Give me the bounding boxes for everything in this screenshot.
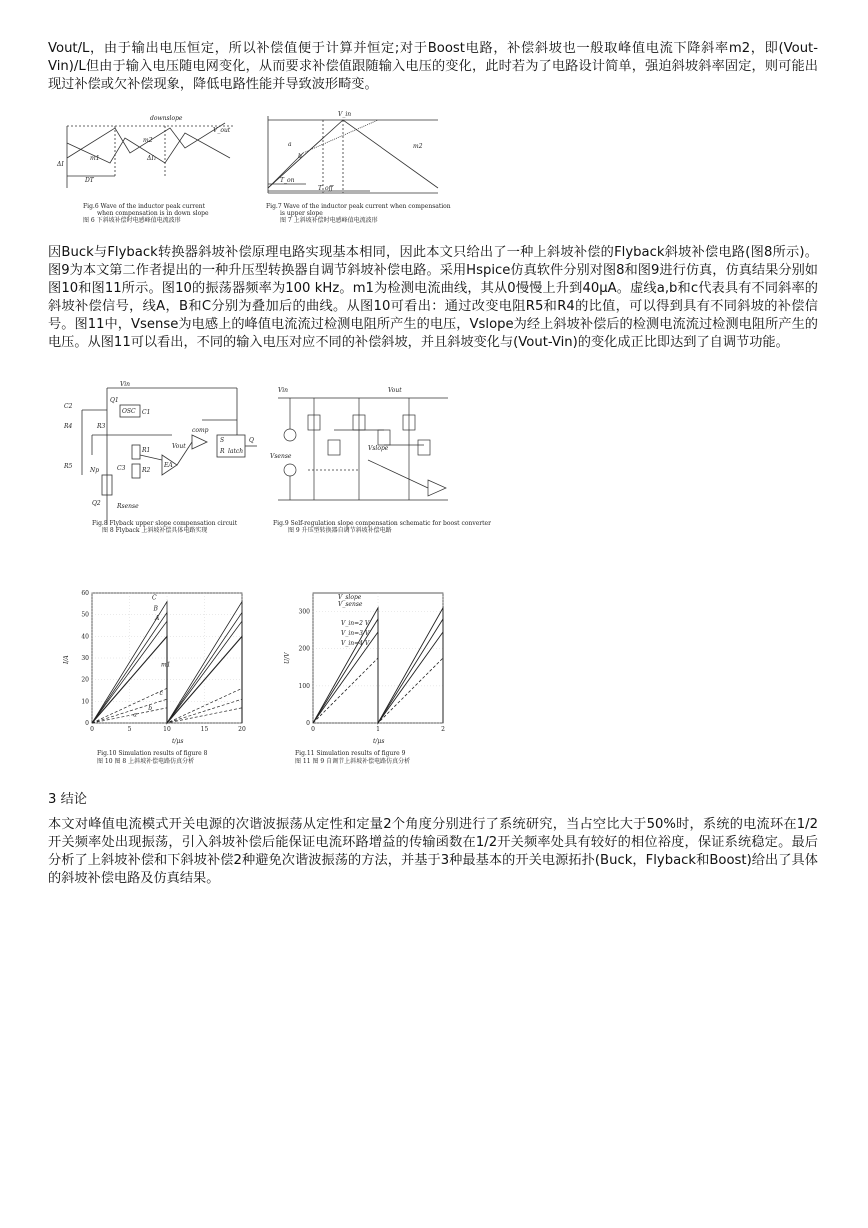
figure-9-svg [268, 380, 491, 540]
fig8-label-q: Q [249, 437, 254, 444]
x-tick-label: 1 [376, 726, 380, 733]
fig10-caption-en: Fig.10 Simulation results of figure 8 [97, 750, 208, 757]
fig8-label-np: Np [90, 467, 100, 474]
fig11-caption-en: Fig.11 Simulation results of figure 9 [295, 750, 406, 757]
y-tick-label: 10 [81, 698, 89, 706]
fig6-label-di1: ΔI₁ [147, 155, 157, 162]
fig11-legend-vslope: V_slope [338, 594, 362, 601]
paragraph-circuit-description: 因Buck与Flyback转换器斜坡补偿原理电路实现基本相同，因此本文只给出了一种上斜坡补偿的Flyback斜坡补偿电路(图8所示)。图9为本文第二作者提出的一种升压型转换器自调节斜坡补偿电路。采用Hspice仿真软件分别对图8和图9进行仿真，仿真结果分别如图10和图11所示。图10的振荡器频率为100 kHz。m1为检测电流曲线，其从0慢慢上升到40μA。虚线a,b和c代表具有不同斜率的斜坡补偿信号，线A，B和C分别为叠加后的曲线。从图10可看出：通过改变电阻R5和R4的比值，可以得到具有不同斜坡的补偿信号。图11中，Vsense为电感上的峰值电流流过检测电阻所产生的电压，Vslope为经上斜坡补偿后的检测电流流过检测电阻所产生的电压。从图11可以看出，不同的输入电压对应不同的补偿斜坡，并且斜坡变化与(Vout-Vin)的变化成正比即达到了自调节功能。 [48, 245, 818, 350]
paragraph-conclusion: 本文对峰值电流模式开关电源的次谐波振荡从定性和定量2个角度分别进行了系统研究，当占空比大于50%时，系统的电流环在1/2开关频率处出现振荡，引入斜坡补偿后能保证电流环路增益的传输函数在1/2开关频率处具有较好的相位裕度，保证系统稳定。最后分析了上斜坡补偿和下斜坡补偿2种避免次谐波振荡的方法，并基于3种最基本的开关电源拓扑(Buck，Flyback和Boost)给出了具体的斜坡补偿电路及仿真结果。 [48, 817, 818, 886]
fig6-label-m2: m2 [143, 137, 153, 144]
fig11-caption-cn: 图 11 图 9 自调节上斜坡补偿电路仿真分析 [295, 758, 411, 765]
fig10-caption-cn: 图 10 图 8 上斜坡补偿电路仿真分析 [97, 758, 195, 765]
fig10-annotation-c: C [152, 594, 157, 602]
fig8-caption-en: Fig.8 Flyback upper slope compensation circuit [92, 520, 238, 527]
fig7-caption-cn: 图 7 上斜坡补偿时电感峰值电流波形 [280, 217, 378, 224]
figure-10 [62, 585, 262, 773]
fig9-caption-en: Fig.9 Self-regulation slope compensation schematic for boost converter [273, 520, 491, 527]
fig9-label-vslope: Vslope [368, 445, 389, 452]
fig7-label-vin: V_in [338, 111, 352, 118]
fig11-label-vin4: V_in=4 V [341, 640, 370, 647]
y-tick-label: 60 [81, 590, 89, 597]
fig8-label-c3: C3 [117, 465, 126, 472]
figure-11 [283, 585, 458, 773]
fig6-caption-en-2: when compensation is in down slope [97, 210, 209, 217]
fig8-label-vout: Vout [172, 443, 186, 450]
fig11-ylabel: U/V [284, 652, 291, 664]
fig9-caption-cn: 图 9 升压型转换器自调节斜坡补偿电路 [288, 527, 392, 534]
fig6-label-downslope: downslope [150, 115, 183, 122]
x-tick-label: 10 [163, 726, 171, 733]
fig8-label-vin: Vin [120, 381, 131, 388]
y-tick-label: 30 [81, 655, 89, 662]
y-tick-label: 100 [298, 682, 310, 690]
fig8-label-c2: C2 [64, 403, 73, 410]
fig8-label-r: R [220, 448, 225, 455]
fig8-label-c1: C1 [142, 409, 151, 416]
fig8-label-r3: R3 [97, 423, 106, 430]
fig8-label-r5: R5 [64, 463, 73, 470]
fig9-label-vsense: Vsense [270, 453, 292, 460]
fig8-label-osc: OSC [122, 408, 136, 415]
x-tick-label: 2 [441, 726, 445, 733]
y-tick-label: 200 [298, 645, 310, 653]
fig10-ylabel: I/A [63, 655, 70, 664]
fig7-label-a: a [288, 141, 292, 148]
fig8-label-latch: latch [228, 448, 244, 455]
x-tick-label: 5 [127, 726, 132, 733]
fig10-annotation-m1: m1 [161, 661, 171, 669]
y-tick-label: 0 [306, 720, 310, 727]
fig6-caption-cn: 图 6 下斜坡补偿时电感峰值电流波形 [83, 217, 181, 224]
x-tick-label: 15 [200, 726, 209, 733]
fig8-label-r1: R1 [142, 447, 151, 454]
y-tick-label: 50 [81, 611, 89, 619]
fig8-label-q1: Q1 [110, 397, 119, 404]
figure-8-svg [62, 380, 267, 540]
y-tick-label: 40 [81, 633, 89, 641]
figure-7-svg [258, 108, 451, 226]
fig8-label-q2: Q2 [92, 500, 101, 507]
fig10-annotation-b: B [153, 605, 158, 613]
section-heading-conclusion: 3 结论 [48, 792, 87, 807]
fig7-caption-en-2: is upper slope [280, 210, 323, 217]
figure-10-chart [62, 585, 262, 773]
figure-6 [55, 108, 245, 226]
figure-6-svg [55, 108, 245, 226]
fig10-annotation-a: a [133, 711, 137, 719]
fig10-xlabel: t/μs [172, 738, 184, 745]
y-tick-label: 300 [298, 608, 310, 616]
x-tick-label: 0 [311, 726, 315, 733]
fig11-label-vin2: V_in=2 V [341, 620, 370, 627]
fig9-label-vout: Vout [388, 387, 402, 394]
fig8-label-comp: comp [192, 427, 209, 434]
fig7-label-ton: T_on [280, 177, 295, 184]
fig8-label-ea: EA [164, 462, 173, 469]
fig6-label-vout: V_out [213, 127, 231, 134]
fig10-annotation-b: b [148, 705, 153, 712]
fig7-label-toff: T_off [318, 185, 333, 192]
fig7-label-m2: m2 [413, 143, 423, 150]
fig10-annotation-a: A [155, 615, 160, 623]
fig7-caption-en-1: Fig.7 Wave of the inductor peak current when compensation [266, 203, 451, 210]
y-tick-label: 0 [85, 720, 89, 727]
fig11-legend-vsense: V_sense [338, 601, 363, 608]
y-tick-label: 20 [81, 676, 89, 684]
fig10-annotation-c: c [159, 689, 163, 697]
fig8-caption-cn: 图 8 Flyback 上斜坡补偿具体电路实现 [102, 527, 208, 534]
x-tick-label: 0 [90, 726, 94, 733]
fig6-caption-en-1: Fig.6 Wave of the inductor peak current [83, 203, 206, 210]
fig8-label-r2: R2 [142, 467, 151, 474]
paragraph-compensation-intro: Vout/L，由于输出电压恒定，所以补偿值便于计算并恒定;对于Boost电路，补偿斜坡也一般取峰值电流下降斜率m2，即(Vout-Vin)/L但由于输入电压随电网变化，从而要求补偿值跟随输入电压的变化，此时若为了电路设计简单，强迫斜坡斜率固定，则可能出现过补偿或欠补偿现象，降低电路性能并导致波形畸变。 [48, 41, 818, 92]
figure-9 [268, 380, 491, 540]
fig11-label-vin3: V_in=3 V [341, 630, 370, 637]
fig8-label-rsense: Rsense [117, 503, 139, 510]
fig11-xlabel: t/μs [373, 738, 385, 745]
fig6-label-di: ΔI [57, 161, 64, 168]
figure-11-chart [283, 585, 458, 773]
fig8-label-s: S [220, 437, 225, 444]
fig6-label-m1: m1 [90, 155, 100, 162]
fig9-label-vin: Vin [278, 387, 289, 394]
x-tick-label: 20 [238, 726, 246, 733]
fig7-label-b: b [298, 153, 302, 160]
fig6-label-dt: DT [85, 177, 94, 184]
fig8-label-r4: R4 [64, 423, 73, 430]
figure-8 [62, 380, 267, 540]
figure-7 [258, 108, 451, 226]
